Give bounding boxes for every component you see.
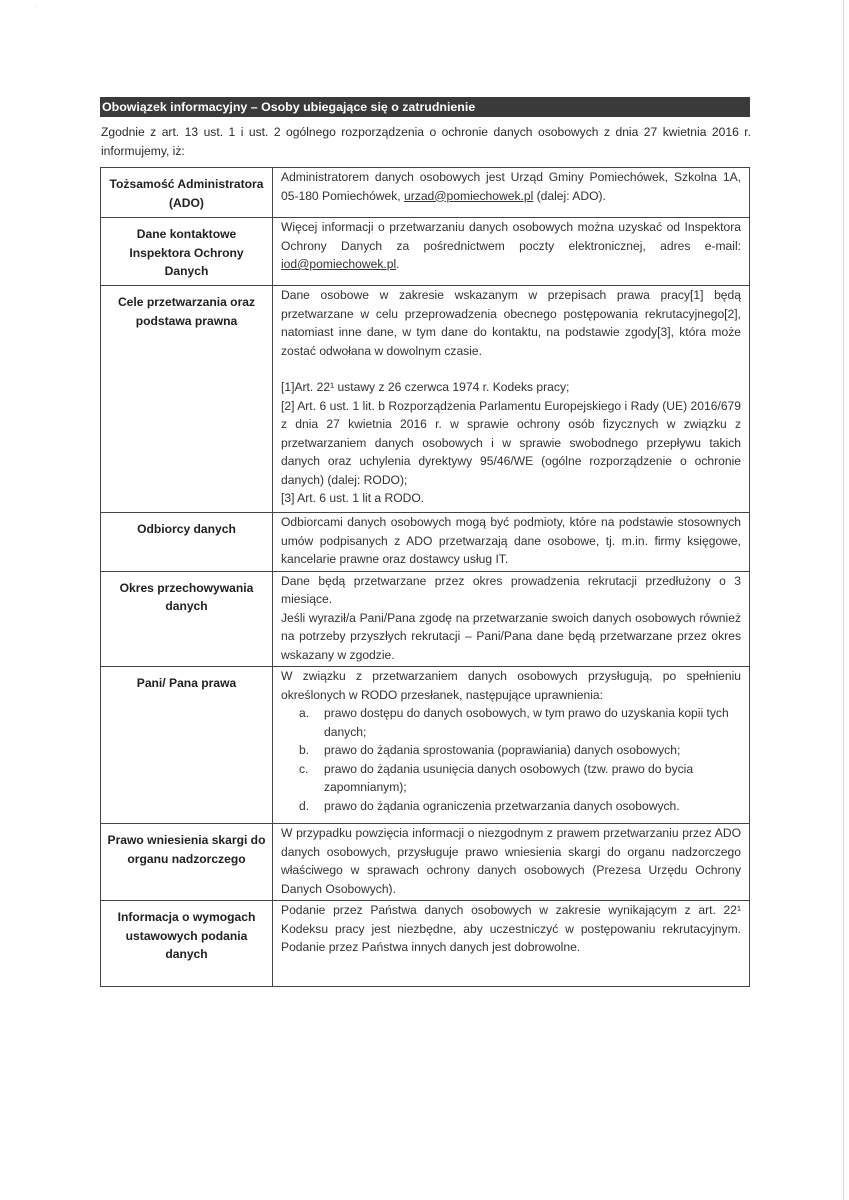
row-content-complaint <box>273 824 750 901</box>
administrator-text: Administratorem danych osobowych jest Urząd Gminy Pomiechówek, Szkolna 1A, 05-180 Pomiechówek, <box>281 170 741 203</box>
row-label-complaint: Prawo wniesienia skargi do organu nadzorczego <box>101 824 273 901</box>
table-row <box>101 824 750 901</box>
row-content-statutory <box>273 901 750 987</box>
list-item-text: prawo do żądania usunięcia danych osobowych (tzw. prawo do bycia zapomnianym); <box>324 761 694 794</box>
row-content-rights <box>273 667 750 824</box>
row-label-retention: Okres przechowywania danych <box>101 571 273 667</box>
row-label-purposes: Cele przetwarzania oraz podstawa prawna <box>101 286 273 513</box>
list-item <box>281 797 741 816</box>
table-row <box>101 168 750 218</box>
retention-text: Dane będą przetwarzane przez okres prowadzenia rekrutacji przedłużony o 3 miesiące. <box>281 573 741 606</box>
footnote-3: [3] Art. 6 ust. 1 lit a RODO. <box>281 491 425 505</box>
row-content-iod-contact <box>273 218 750 286</box>
table-row <box>101 901 750 987</box>
scan-edge-line <box>843 0 844 1200</box>
list-marker: a. <box>299 706 310 720</box>
administrator-text-end: (dalej: ADO). <box>533 188 606 203</box>
list-marker: b. <box>299 743 310 757</box>
row-content-recipients <box>273 513 750 572</box>
list-item-text: prawo dostępu do danych osobowych, w tym prawo do uzyskania kopii tych danych; <box>324 706 729 739</box>
complaint-text: W przypadku powzięcia informacji o niezgodnym z prawem przetwarzaniu przez ADO danych osobowych, przysługuje prawo wniesienia skargi do organu nadzorczego właściwego w sprawach ochrony danych osobowych (Prezesa Urzędu Ochrony Danych Osobowych). <box>281 826 741 896</box>
iod-text-end: . <box>396 257 400 271</box>
table-row <box>101 218 750 286</box>
purposes-text: Dane osobowe w zakresie wskazanym w przepisach prawa pracy[1] będą przetwarzane w celu przeprowadzenia obecnego postępowania rekrutacyjnego[2], natomiast inne dane, w tym dane do kontaktu, na podstawie zgody[3], która może zostać odwołana w dowolnym czasie. <box>281 288 741 358</box>
list-item-text: prawo do żądania ograniczenia przetwarzania danych osobowych. <box>324 798 680 813</box>
row-label-recipients: Odbiorcy danych <box>101 513 273 572</box>
list-item <box>281 741 741 760</box>
table-row <box>101 667 750 824</box>
row-label-rights: Pani/ Pana prawa <box>101 667 273 824</box>
row-label-statutory: Informacja o wymogach ustawowych podania danych <box>101 901 273 987</box>
rights-list <box>281 704 741 815</box>
iod-email-link[interactable]: iod@pomiechowek.pl <box>281 257 397 271</box>
list-item-text: prawo do żądania sprostowania (poprawiania) danych osobowych; <box>324 743 681 757</box>
document-title: Obowiązek informacyjny – Osoby ubiegające się o zatrudnienie <box>100 97 750 117</box>
retention-consent-text: Jeśli wyraził/a Pani/Pana zgodę na przetwarzanie swoich danych osobowych również na potrzeby przyszłych rekrutacji – Pani/Pana dane będą przetwarzane przez okres wskazany w zgodzie. <box>281 610 741 662</box>
list-item <box>281 704 741 741</box>
row-label-iod-contact: Dane kontaktowe Inspektora Ochrony Danych <box>101 218 273 286</box>
footnote-1: [1]Art. 22¹ ustawy z 26 czerwca 1974 r. Kodeks pracy; <box>281 380 570 394</box>
scan-corner-mark: · <box>34 2 37 11</box>
row-content-retention <box>273 571 750 667</box>
iod-text: Więcej informacji o przetwarzaniu danych osobowych można uzyskać od Inspektora Ochrony Danych za pośrednictwem poczty elektronicznej, adres e-mail: <box>281 220 741 253</box>
statutory-text: Podanie przez Państwa danych osobowych w zakresie wynikającym z art. 22¹ Kodeksu pracy jest niezbędne, aby uczestniczyć w postępowaniu rekrutacyjnym. Podanie przez Państwa innych danych jest dobrowolne. <box>281 903 741 954</box>
row-content-purposes <box>273 286 750 513</box>
recipients-text: Odbiorcami danych osobowych mogą być podmioty, które na podstawie stosownych umów podpisanych z ADO przetwarzają dane osobowe, tj. m.in. firmy księgowe, kancelarie prawne oraz dostawcy usług IT. <box>281 515 741 566</box>
table-row <box>101 571 750 667</box>
intro-paragraph: Zgodnie z art. 13 ust. 1 i ust. 2 ogólnego rozporządzenia o ochronie danych osobowych z dnia 27 kwietnia 2016 r. informujemy, iż: <box>101 125 751 158</box>
table-row <box>101 286 750 513</box>
information-table <box>100 167 750 987</box>
rights-intro-text: W związku z przetwarzaniem danych osobowych przysługują, po spełnieniu określonych w RODO przesłanek, następujące uprawnienia: <box>281 669 741 702</box>
row-label-administrator: Tożsamość Administratora (ADO) <box>101 168 273 218</box>
list-marker: c. <box>299 761 309 776</box>
list-marker: d. <box>299 798 310 813</box>
footnote-2: [2] Art. 6 ust. 1 lit. b Rozporządzenia Parlamentu Europejskiego i Rady (UE) 2016/679 z dnia 27 kwietnia 2016 r. w sprawie ochrony osób fizycznych w związku z przetwarzaniem danych osobowych i w sprawie swobodnego przepływu takich danych oraz uchylenia dyrektywy 95/46/WE (ogólne rozporządzenie o ochronie danych) (dalej: RODO); <box>281 398 741 487</box>
row-content-administrator <box>273 168 750 218</box>
administrator-email-link[interactable]: urzad@pomiechowek.pl <box>404 188 534 203</box>
list-item <box>281 760 741 797</box>
table-row <box>101 513 750 572</box>
